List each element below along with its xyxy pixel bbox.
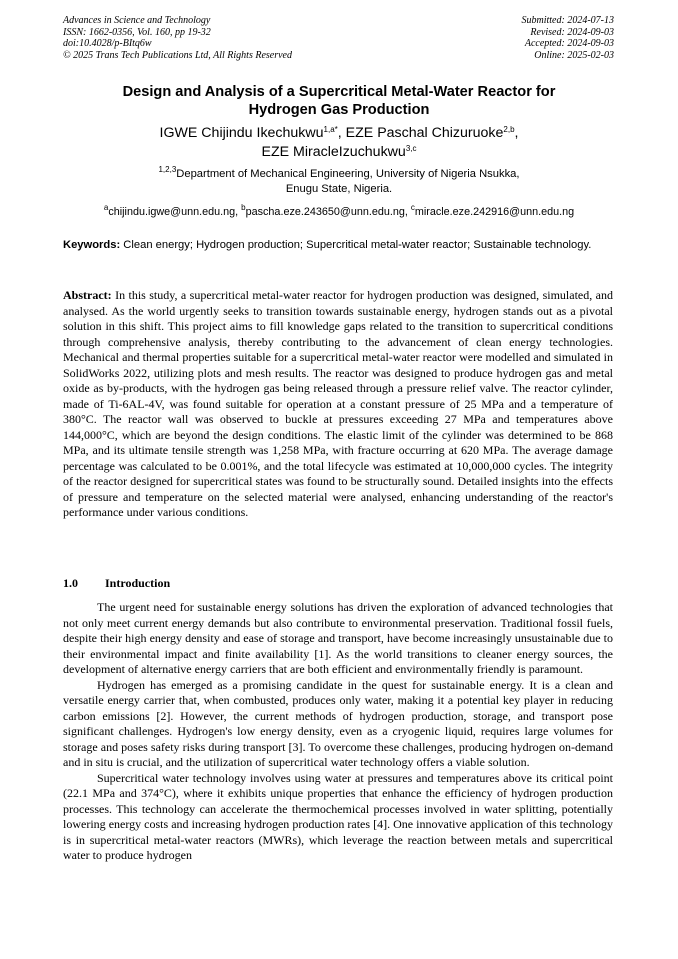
paragraph-3: Supercritical water technology involves using water at pressures and temperatures above its critical point (22.1 MPa and 374°C), where it exhibits unique properties that enhance the efficiency of hydrogen production processes. This technology can accelerate the thermochemical processes involved in water splitting, potentially lowering energy costs and increasing hydrogen production rates [4]. One innovative application of this technology is in supercritical metal-water reactors (MWRs), which leverage the reaction between metals and supercritical water to produce hydrogen: [63, 770, 613, 862]
keywords: [63, 238, 613, 254]
email-b[interactable]: pascha.eze.243650@unn.edu.ng,: [245, 206, 411, 218]
email-c-marker: c: [410, 203, 415, 212]
email-a-marker: a: [103, 203, 109, 212]
online-date: Online: 2025-02-03: [534, 49, 614, 61]
paragraph-2: Hydrogen has emerged as a promising candidate in the quest for sustainable energy. It is a clean and versatile energy carrier that, when combusted, produces only water, making it a potential key player in reducing carbon emissions [2]. However, the current methods of hydrogen production, storage, and transport pose significant challenges. Hydrogen's low energy density, even as a cryogenic liquid, requires large volumes for storage and poses safety risks during transport [3]. To overcome these challenges, producing hydrogen on-demand and in situ is crucial, and the utilization of supercritical water technology offers a viable solution.: [63, 677, 613, 769]
revised-date: Revised: 2024-09-03: [530, 26, 614, 38]
section-number: 1.0: [63, 576, 78, 590]
email-b-marker: b: [241, 203, 246, 212]
copyright: © 2025 Trans Tech Publications Ltd, All Rights Reserved: [63, 49, 292, 61]
keywords-label: Keywords:: [63, 239, 121, 251]
abstract-label: Abstract:: [63, 288, 112, 302]
publication-dates: [522, 15, 615, 61]
author-line-1: IGWE Chijindu Ikechukwu$^{1,a*}$, EZE Paschal Chizuruoke$^{2,b}$,: [159, 125, 519, 141]
journal-info: [63, 15, 292, 61]
abstract: [63, 288, 613, 521]
body-text: [63, 600, 613, 864]
author-line-2: [60, 143, 618, 162]
affiliation-marker: 1,2,3: [158, 165, 177, 174]
email-a[interactable]: chijindu.igwe@unn.edu.ng,: [108, 206, 242, 218]
issn: ISSN: 1662-0356, Vol. 160, pp 19-32: [63, 26, 211, 38]
author-1: IGWE Chijindu Ikechukwu: [159, 125, 324, 141]
title-line-2: Hydrogen Gas Production: [248, 102, 430, 118]
section-heading: [63, 576, 170, 591]
author-3-affil: 3,c: [405, 144, 417, 153]
affiliation-line-2: Enugu State, Nigeria.: [285, 183, 393, 195]
accepted-date: Accepted: 2024-09-03: [524, 38, 614, 49]
author-2-affil: 2,b: [503, 125, 515, 134]
paper-title: [60, 83, 618, 119]
author-3: EZE MiracleIzuchukwu: [261, 144, 406, 160]
submitted-date: Submitted: 2024-07-13: [521, 15, 614, 26]
author-1-affil: 1,a*: [323, 125, 338, 134]
affiliation-text-1: Department of Mechanical Engineering, University of Nigeria Nsukka,: [176, 168, 520, 180]
title-line-1: Design and Analysis of a Supercritical Metal-Water Reactor for: [122, 84, 556, 100]
doi: doi:10.4028/p-BItq6w: [63, 38, 152, 49]
affiliation: [60, 167, 618, 197]
journal-name: Advances in Science and Technology: [63, 15, 211, 26]
affiliation-line-1: [60, 167, 618, 182]
author-2: EZE Paschal Chizuruoke: [345, 125, 504, 141]
paragraph-1: The urgent need for sustainable energy solutions has driven the exploration of advanced technologies that not only meet current energy demands but also contribute to environmental preservation. Traditional fossil fuels, despite their high energy density and ease of storage and transport, have become increasingly unsustainable due to their environmental impact and finite availability [1]. As the world transitions to cleaner energy sources, the development of alternative energy carriers that are both efficient and environmentally friendly is paramount.: [63, 600, 613, 676]
section-title: Introduction: [105, 576, 171, 590]
author-list: [60, 124, 618, 162]
email-list: [58, 205, 620, 219]
keywords-text: Clean energy; Hydrogen production; Supercritical metal-water reactor; Sustainable technology.: [120, 239, 592, 251]
email-c[interactable]: miracle.eze.242916@unn.edu.ng: [414, 206, 575, 218]
abstract-text: In this study, a supercritical metal-water reactor for hydrogen production was designed, simulated, and analysed. As the world urgently seeks to transition towards sustainable energy, hydrogen stands out as a pivotal solution in this shift. This project aims to fill knowledge gaps related to the transition to supercritical conditions through comprehensive analysis, thereby contributing to the advancement of clean energy technologies. Mechanical and thermal properties suitable for a supercritical metal-water reactor were modelled and simulated in SolidWorks 2022, utilizing plots and mesh results. The reactor was designed to produce hydrogen gas and metal oxide as by-products, with the hydrogen gas being released through a pressure relief valve. The reactor cylinder, made of Ti-6AL-4V, was found suitable for operation at a constant pressure of 25 MPa and a temperature of 380°C. The reactor wall was observed to buckle at pressures exceeding 27 MPa and temperatures above 144,000°C, which are beyond the design conditions. The elastic limit of the cylinder was determined to be 868 MPa, and its ultimate tensile strength was 1,258 MPa, with fracture occurring at 620 MPa. The average damage percentage was calculated to be 0.001%, and the total lifecycle was estimated at 10,000,000 cycles. The integrity of the reactor designed for supercritical states was found to be structurally sound. Detailed insights into the effects of pressure and temperature on the selected material were analysed, enhancing understanding of the reactor's performance under various conditions.: [63, 288, 613, 519]
